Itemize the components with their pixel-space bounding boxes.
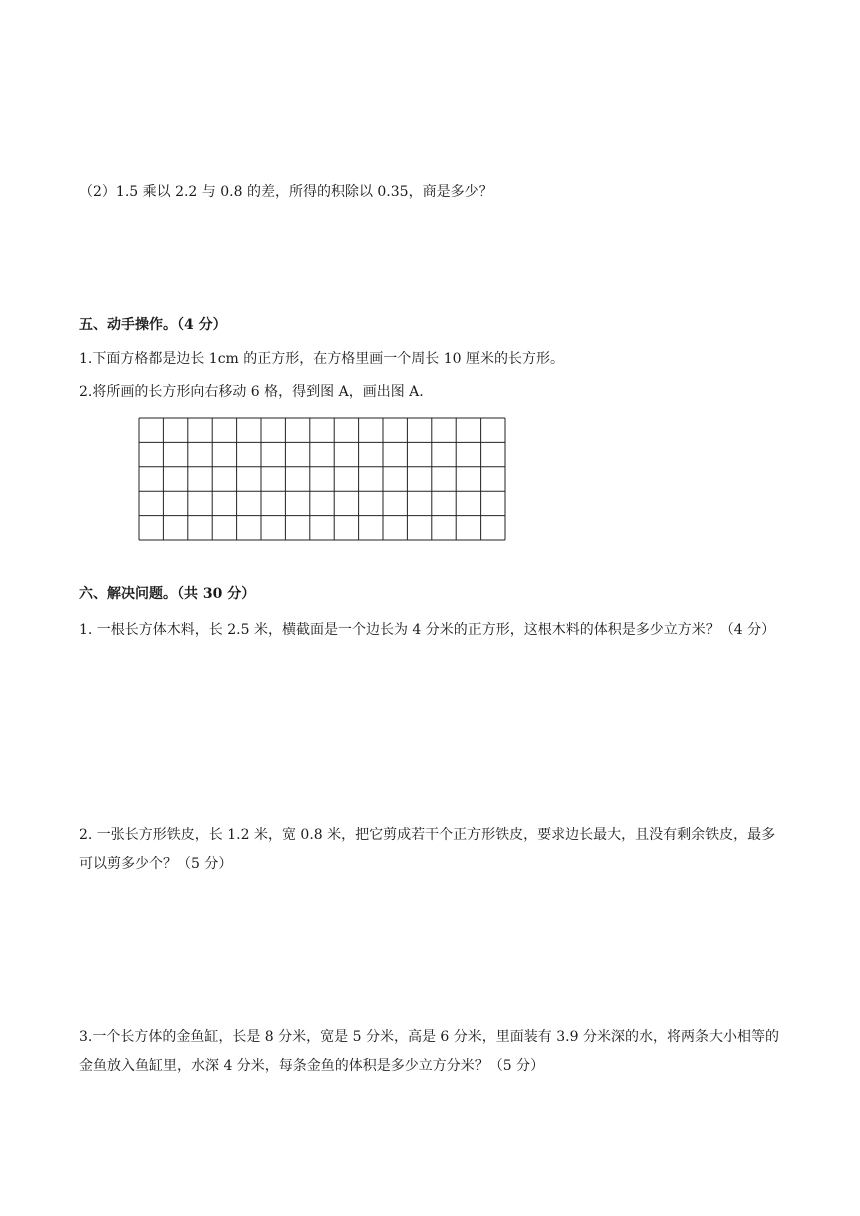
section-5-item-1: 1.下面方格都是边长 1cm 的正方形，在方格里画一个周长 10 厘米的长方形。	[79, 351, 564, 367]
square-grid	[138, 417, 506, 541]
section-6-problem-2: 2. 一张长方形铁皮，长 1.2 米，宽 0.8 米，把它剪成若干个正方形铁皮，要求边长最大，且没有剩余铁皮，最多可以剪多少个？（5 分）	[79, 827, 776, 872]
question-4-part-2: （2）1.5 乘以 2.2 与 0.8 的差，所得的积除以 0.35，商是多少？	[79, 184, 493, 200]
section-5-heading: 五、动手操作。（4 分）	[79, 317, 227, 333]
section-6-heading: 六、解决问题。（共 30 分）	[79, 586, 256, 602]
section-5-item-2: 2.将所画的长方形向右移动 6 格，得到图 A，画出图 A.	[79, 384, 424, 400]
section-6-problem-1: 1. 一根长方体木料，长 2.5 米，横截面是一个边长为 4 分米的正方形，这根木料的体积是多少立方米？（4 分）	[79, 622, 776, 638]
section-6-problem-3: 3.一个长方体的金鱼缸，长是 8 分米，宽是 5 分米，高是 6 分米，里面装有 3.9 分米深的水，将两条大小相等的金鱼放入鱼缸里，水深 4 分米，每条金鱼的体积是多少立方分米？（5 分）	[79, 1029, 779, 1074]
